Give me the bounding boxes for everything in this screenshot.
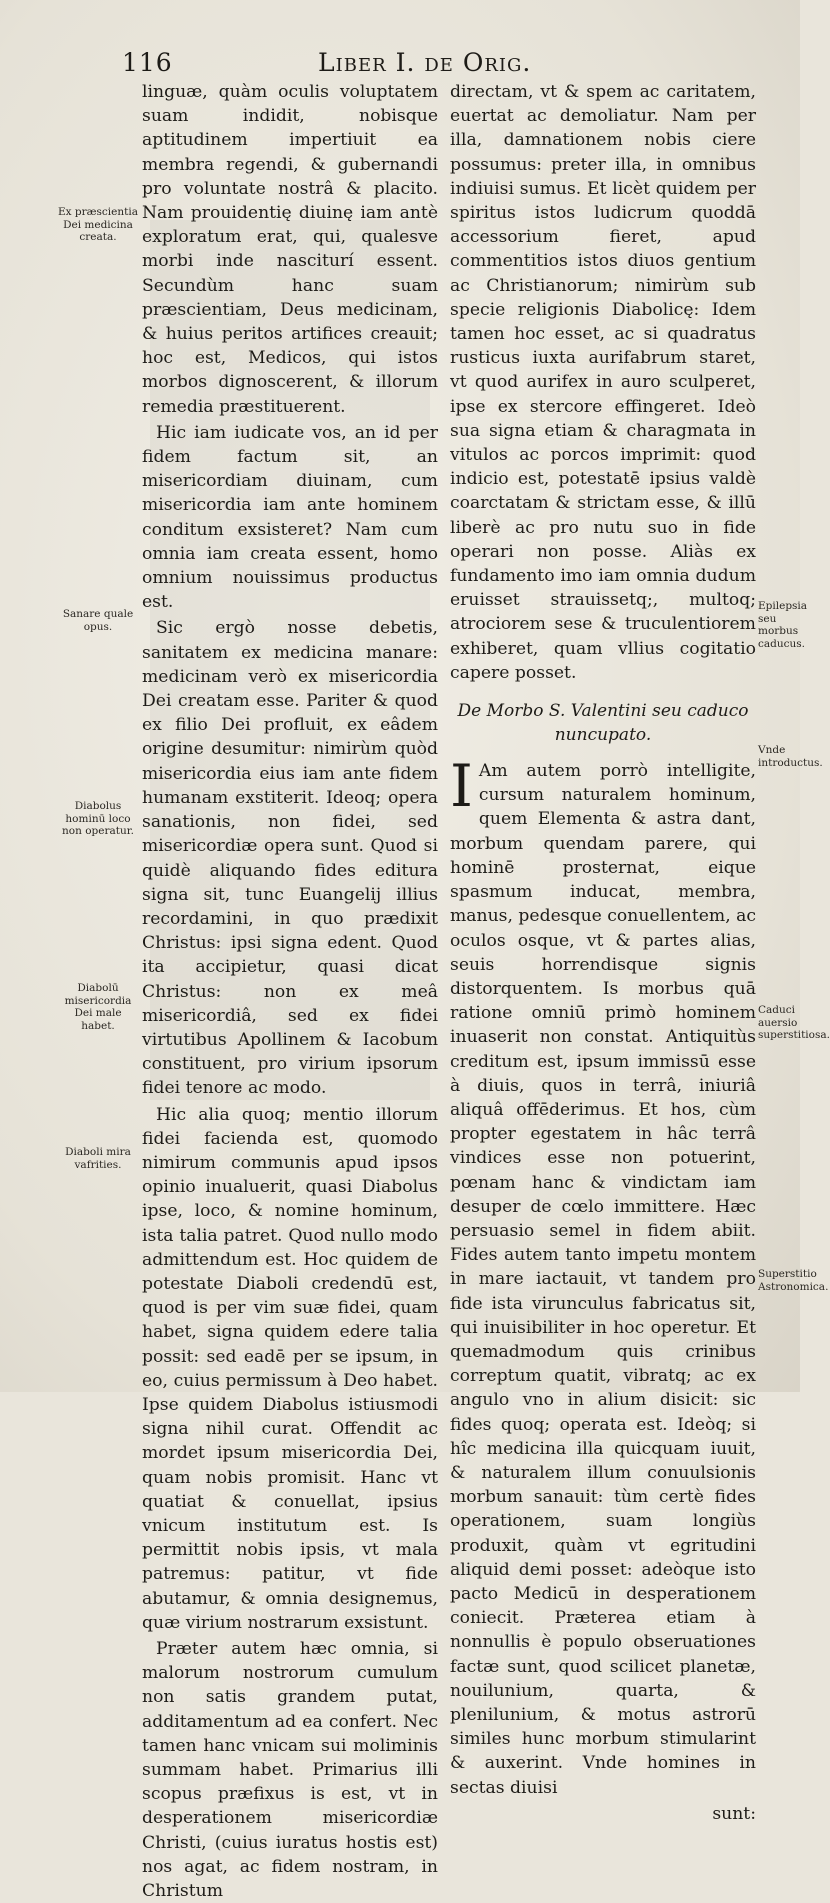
paragraph: linguæ, quàm oculis voluptatem suam indidit, nobisque aptitudinem impertiuit ea membra regendi, & gubernandi pro voluntate nostrâ & placito. Nam prouidentię diuinę iam antè exploratum erat, qui, qualesve morbi inde nasciturí essent. Secundùm hanc suam præscientiam, Deus medicinam, & huius peritos artifices creauit; hoc est, Medicos, qui istos morbos dignoscerent, & illorum remedia præstituerent. <box>142 82 438 417</box>
margin-note: Vnde introductus. <box>758 744 823 769</box>
margin-note: Diabolus hominū loco non operatur. <box>62 800 134 837</box>
margin-note: Sanare quale opus. <box>62 608 134 633</box>
section-heading-line: nuncupato. <box>554 725 652 746</box>
paragraph: Hic alia quoq; mentio illorum fidei facienda est, quomodo nimirum communis apud ipsos opinio inualuerit, quasi Diabolus ipse, loco, & nomine hominum, ista talia patret. Quod nullo modo admittendum est. Hoc quidem de potestate Diaboli credendū est, quod is per vim suæ fidei, quam habet, signa quidem edere talia possit: sed eadē per se ipsum, in eo, cuius permissum à Deo habet. Ipse quidem Diabolus istiusmodi signa nihil curat. Offendit ac mordet ipsum misericordia Dei, quam nobis promisit. Hanc vt quatiat & conuellat, ipsius vnicum institutum est. Is permittit nobis ipsis, vt mala patremus: patitur, vt fide abutamur, & omnia designemus, quæ virium nostrarum exsistunt. <box>142 1104 438 1633</box>
margin-note: Epilepsia seu morbus caducus. <box>758 600 808 650</box>
paragraph: Præter autem hæc omnia, si malorum nostrorum cumulum non satis grandem putat, additamentum ad ea confert. Nec tamen hanc vnicam sui moliminis summam habet. Primarius illi scopus præfixus is est, vt in desperationem misericordiæ Christi, (cuius iuratus hostis est) nos agat, ac fidem nostram, in Christum <box>142 1639 438 1902</box>
catchword: sunt: <box>712 1803 756 1824</box>
right-column <box>450 80 756 1826</box>
margin-note: Superstitio Astronomica. <box>758 1268 829 1293</box>
left-column <box>142 80 438 1903</box>
margin-note: Diaboli mira vafrities. <box>65 1146 131 1171</box>
section-heading <box>450 699 756 747</box>
paragraph <box>450 752 757 1800</box>
drop-cap: I <box>450 752 473 821</box>
paragraph: directam, vt & spem ac caritatem, euertat ac demoliatur. Nam per illa, damnationem nobis ciere possumus: preter illa, in omnibus indiuisi sumus. Et licèt quidem per spiritus istos ludicrum quoddā accessorium fieret, apud commentitios istos diuos gentium ac Christianorum; nimirùm sub specie religionis Diabolicę: Idem tamen hoc esset, ac si quadratus rusticus iuxta aurifabrum staret, vt quod aurifex in auro sculperet, ipse ex stercore effingeret. Ideò sua signa etiam & charagmata in vitulos ac porcos imprimit: quod indicio est, potestatē ipsius valdè coarctatam & strictam esse, & illū liberè ac pro nutu suo in fide operari non posse. Aliàs ex fundamento imo iam omnia dudum eruisset strauissetq;, multoq; atrociorem sese & truculentiorem exhiberet, quam vllius cogitatio capere posset. <box>450 82 756 683</box>
page-number: 116 <box>122 48 173 77</box>
margin-note: Caduci auersio superstitiosa. <box>758 1004 830 1041</box>
running-title: Liber I. de Orig. <box>318 48 532 77</box>
paragraph: Sic ergò nosse debetis, sanitatem ex medicina manare: medicinam verò ex misericordia Dei creatam esse. Pariter & quod ex filio Dei profluit, ex eâdem origine desumitur: nimirùm quòd misericordia eius iam ante fidem humanam exstiterit. Ideoq; opera sanationis, non fidei, sed misericordiæ opera sunt. Quod si quidè aliquando fides editura signa sit, tunc Euangelij illius recordamini, in quo prædixit Christus: ipsi signa edent. Quod ita accipietur, quasi dicat Christus: non ex meâ misericordiâ, sed ex fidei virtutibus Apollinem & Iacobum constituent, pro virium ipsorum fidei tenore ac modo. <box>142 618 438 1099</box>
margin-note: Ex præscientia Dei medicina creata. <box>58 206 138 243</box>
margin-note: Diabolū misericordia Dei male habet. <box>64 982 132 1032</box>
paragraph: Hic iam iudicate vos, an id per fidem factum sit, an misericordiam diuinam, cum misericordia iam ante hominem conditum exsisteret? Nam cum omnia iam creata essent, homo omnium nouissimus productus est. <box>142 422 438 613</box>
paragraph-text: Am autem porrò intelligite, cursum naturalem hominum, quem Elementa & astra dant, morbum quendam parere, qui hominē prosternat, eique spasmum inducat, membra, manus, pedesque conuellentem, ac oculos osque, vt & partes alias, seuis horrendisque signis distorquentem. Is morbus quā ratione omniū primò hominem inuaserit non constat. Antiquitùs creditum est, ipsum immissū esse à diuis, quos in terrâ, iniuriâ aliquâ offēderimus. Et hos, cùm propter egestatem in hâc terrâ vindices esse non potuerint, pœnam hanc & vindictam iam desuper de cœlo immittere. Hæc persuasio semel in fidem abiit. Fides autem tanto impetu montem in mare iactauit, vt tandem pro fide ista virunculus fabricatus sit, qui inuisibiliter in hoc operetur. Et quemadmodum quis crinibus correptum quatit, vibratq; ac ex angulo vno in alium disicit: sic fides quoq; operata est. Ideòq; si hîc medicina illa quicquam iuuit, & naturalem illum conuulsionis morbum sanauit: tùm certè fides operationem, suam longiùs produxit, quàm vt egritudini aliquid demi posset: adeòque isto pacto Medicū in desperationem coniecit. Præterea etiam à nonnullis è populo obseruationes factæ sunt, quod scilicet planetæ, nouilunium, quarta, & plenilunium, & motus astrorū similes hunc morbum stimularint & auxerint. Vnde homines in sectas diuisi <box>450 761 757 1798</box>
running-header <box>122 48 662 82</box>
section-heading-line: De Morbo S. Valentini seu caduco <box>457 701 749 722</box>
